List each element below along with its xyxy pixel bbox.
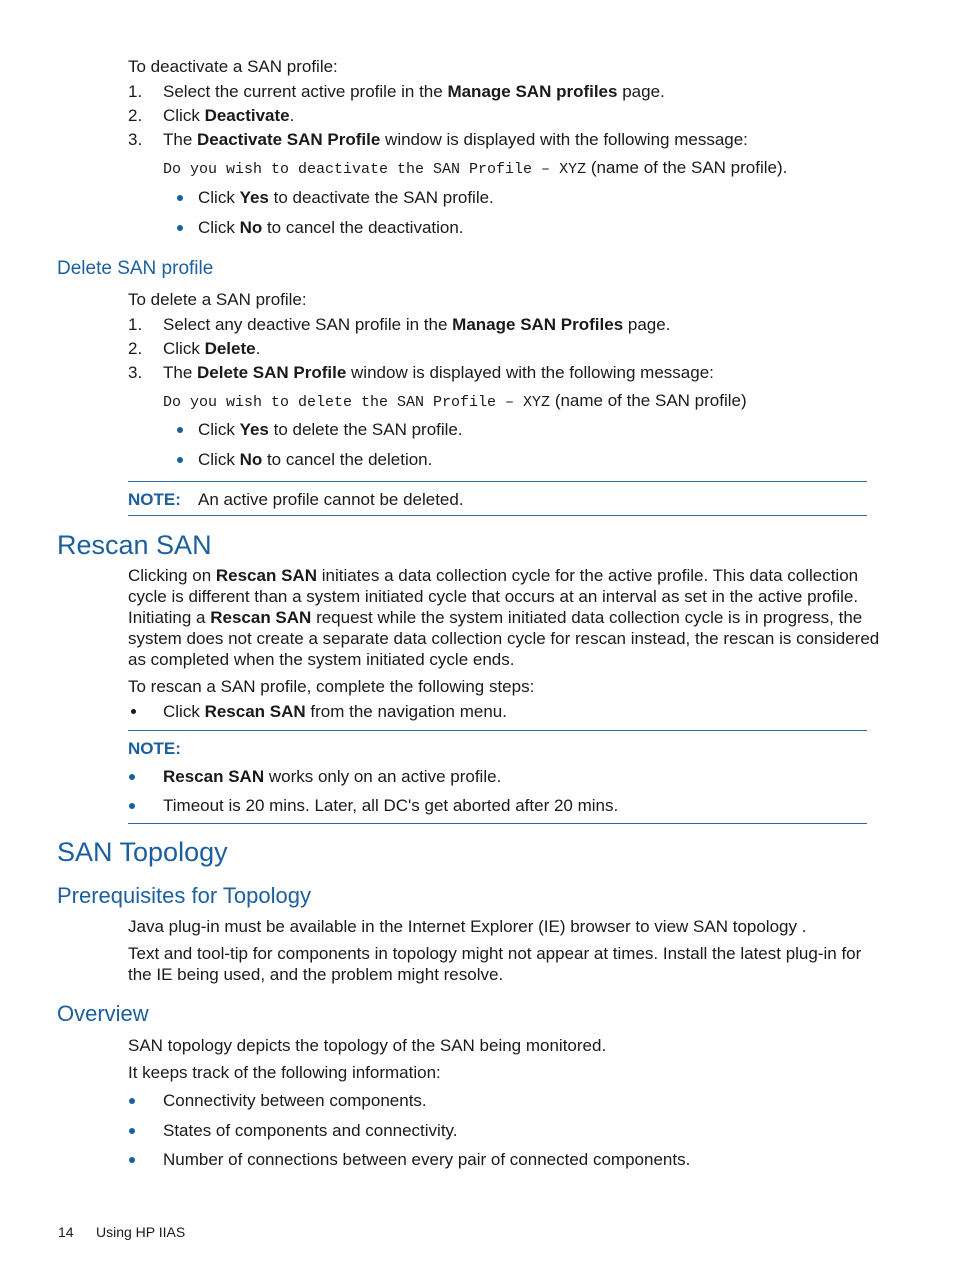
- rescan-note-item: Rescan SAN works only on an active profile.: [163, 767, 502, 786]
- bullet-icon: [177, 195, 183, 201]
- prerequisites-paragraph: Java plug-in must be available in the Internet Explorer (IE) browser to view SAN topology .: [128, 917, 807, 936]
- prerequisites-paragraph-line: Text and tool-tip for components in topology might not appear at times. Install the latest plug-in for: [128, 944, 862, 963]
- delete-intro: To delete a SAN profile:: [128, 290, 307, 309]
- rescan-section-heading: Rescan SAN: [57, 530, 212, 560]
- delete-section-heading: Delete SAN profile: [57, 258, 214, 279]
- rescan-note-item: Timeout is 20 mins. Later, all DC's get aborted after 20 mins.: [163, 796, 619, 815]
- bullet-icon: [129, 1098, 135, 1104]
- delete-note-text: An active profile cannot be deleted.: [198, 490, 464, 509]
- deactivate-step-2: Click Deactivate.: [163, 106, 295, 125]
- deactivate-intro: To deactivate a SAN profile:: [128, 57, 338, 76]
- rescan-paragraph-line: Initiating a Rescan SAN request while the system initiated data collection cycle is in progress, the: [128, 608, 863, 627]
- deactivate-step-3-number: 3.: [128, 130, 143, 149]
- delete-step-1-number: 1.: [128, 315, 143, 334]
- delete-step-2-number: 2.: [128, 339, 143, 358]
- rescan-paragraph-line: as completed when the system initiated cycle ends.: [128, 650, 515, 669]
- overview-list-item: States of components and connectivity.: [163, 1121, 458, 1140]
- overview-list-item: Number of connections between every pair of connected components.: [163, 1150, 691, 1169]
- overview-paragraph: SAN topology depicts the topology of the SAN being monitored.: [128, 1036, 607, 1055]
- overview-list-item: Connectivity between components.: [163, 1091, 427, 1110]
- rescan-paragraph-line: cycle is different than a system initiated cycle that occurs at an interval as set in the active profile.: [128, 587, 859, 606]
- deactivate-step-2-number: 2.: [128, 106, 143, 125]
- delete-yes-item: Click Yes to delete the SAN profile.: [198, 420, 463, 439]
- rescan-step-item: Click Rescan SAN from the navigation menu.: [163, 702, 507, 721]
- page-number: 14: [58, 1224, 74, 1240]
- overview-paragraph: It keeps track of the following information:: [128, 1063, 441, 1082]
- bullet-icon: [129, 774, 135, 780]
- deactivate-step-1-number: 1.: [128, 82, 143, 101]
- deactivate-message-code: Do you wish to deactivate the SAN Profile – XYZ: [163, 161, 587, 178]
- bullet-icon: [129, 1157, 135, 1163]
- deactivate-step-3: The Deactivate SAN Profile window is displayed with the following message:: [163, 130, 748, 149]
- rescan-paragraph-line: system does not create a separate data collection cycle for rescan instead, the rescan is considered: [128, 629, 880, 648]
- bullet-icon: [177, 225, 183, 231]
- footer-title: Using HP IIAS: [96, 1224, 186, 1240]
- note-label: NOTE:: [128, 490, 181, 509]
- delete-message: Do you wish to delete the SAN Profile – XYZ (name of the SAN profile): [163, 391, 747, 411]
- rescan-steps-intro: To rescan a SAN profile, complete the following steps:: [128, 677, 535, 696]
- overview-heading: Overview: [57, 1001, 149, 1026]
- bullet-icon: [177, 457, 183, 463]
- bullet-icon: [129, 803, 135, 809]
- note-label: NOTE:: [128, 739, 181, 758]
- delete-no-item: Click No to cancel the deletion.: [198, 450, 433, 469]
- delete-step-3-number: 3.: [128, 363, 143, 382]
- note-divider: [128, 481, 867, 482]
- bullet-icon: [129, 1128, 135, 1134]
- deactivate-yes-item: Click Yes to deactivate the SAN profile.: [198, 188, 494, 207]
- bullet-icon: [131, 709, 136, 714]
- prerequisites-heading: Prerequisites for Topology: [57, 883, 311, 908]
- topology-section-heading: SAN Topology: [57, 837, 228, 867]
- deactivate-step-1: Select the current active profile in the Manage SAN profiles page.: [163, 82, 665, 101]
- delete-message-code: Do you wish to delete the SAN Profile – XYZ: [163, 394, 551, 411]
- deactivate-no-item: Click No to cancel the deactivation.: [198, 218, 464, 237]
- note-divider: [128, 730, 867, 731]
- delete-step-2: Click Delete.: [163, 339, 261, 358]
- note-divider: [128, 515, 867, 516]
- bullet-icon: [177, 427, 183, 433]
- deactivate-message: Do you wish to deactivate the SAN Profile – XYZ (name of the SAN profile).: [163, 158, 788, 178]
- delete-step-1: Select any deactive SAN profile in the Manage SAN Profiles page.: [163, 315, 671, 334]
- note-divider: [128, 823, 867, 824]
- prerequisites-paragraph-line: the IE being used, and the problem might resolve.: [128, 965, 504, 984]
- rescan-paragraph-line: Clicking on Rescan SAN initiates a data collection cycle for the active profile. This data collection: [128, 566, 859, 585]
- delete-step-3: The Delete SAN Profile window is displayed with the following message:: [163, 363, 714, 382]
